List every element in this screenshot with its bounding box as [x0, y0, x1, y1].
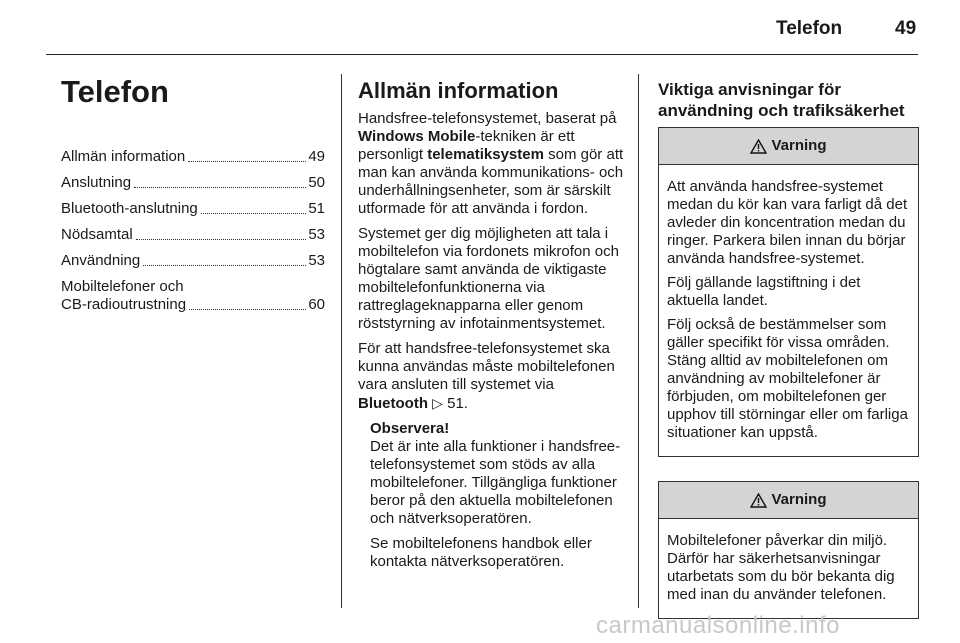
connection-paragraph: För att handsfree-telefonsystemet ska kunna användas måste mobiltelefonen vara ansluten till systemet via Bluetooth ▷ 51.	[358, 340, 615, 412]
toc-page: 53	[308, 252, 325, 269]
toc-leader	[136, 238, 307, 240]
warning-label: Varning	[771, 491, 827, 508]
general-info-column	[358, 74, 624, 578]
toc-entry[interactable]	[61, 226, 325, 244]
warning-paragraph: Att använda handsfree-systemet medan du kör kan vara farligt då det avleder din koncentration medan du ringer. Parkera bilen innan du börjar använda handsfree-systemet.	[667, 178, 908, 267]
warning-triangle-icon	[750, 139, 767, 154]
safety-column	[658, 74, 919, 643]
toc-label: Anslutning	[61, 174, 132, 191]
toc-entry[interactable]	[61, 174, 325, 192]
system-paragraph: Systemet ger dig möjligheten att tala i mobiltelefon via fordonets mikrofon och högtalare samt använda de viktigaste mobiltelefonfunktionerna via rattreglageknapparna eller genom röststyrning av infotainmentsystemet.	[358, 225, 619, 332]
column-divider-1	[341, 74, 342, 608]
warning-box	[658, 127, 919, 457]
toc-leader	[201, 212, 307, 214]
warning-triangle-icon	[750, 493, 767, 508]
warning-box	[658, 481, 919, 619]
warning-header	[659, 128, 918, 165]
column-divider-2	[638, 74, 639, 608]
toc-leader	[189, 308, 306, 310]
toc-page: 50	[308, 174, 325, 191]
toc-entry[interactable]	[61, 252, 325, 270]
toc-page: 49	[308, 148, 325, 165]
warning-paragraph: Mobiltelefoner påverkar din miljö. Därför har säkerhetsanvisningar utarbetats som du bör bekanta dig med inan du använder telefonen.	[667, 532, 895, 603]
page-number: 49	[895, 18, 917, 39]
toc-label: Allmän information	[61, 148, 186, 165]
toc-entry[interactable]	[61, 200, 325, 218]
toc-page: 60	[308, 296, 325, 313]
term-bluetooth: Bluetooth	[358, 395, 428, 412]
header-rule	[46, 54, 918, 55]
chapter-title: Telefon	[61, 74, 169, 109]
warning-header	[659, 482, 918, 519]
toc-leader	[134, 186, 306, 188]
warning-paragraph: Följ också de bestämmelser som gäller specifikt för vissa områden. Stäng alltid av mobiltelefonen om användning av mobiltelefoner är förbjuden, om mobiltelefonen ger upphov till störningar eller om farliga situationer kan uppstå.	[667, 316, 908, 441]
page-header-title: Telefon	[776, 18, 843, 39]
note-block	[370, 420, 624, 571]
toc-leader	[143, 264, 306, 266]
watermark: carmanualsonline.info	[596, 612, 840, 639]
page-ref-arrow-icon: ▷	[432, 395, 443, 411]
toc-entry[interactable]	[61, 148, 325, 166]
toc-entry-multiline[interactable]	[61, 278, 325, 314]
toc-label: Nödsamtal	[61, 226, 133, 243]
intro-paragraph: Handsfree-telefonsystemet, baserat på Windows Mobile-tekniken är ett personligt telematiksystem som gör att man kan använda kommunikations- och underhållningsenheter, som är särskilt utformade för att använda i fordon.	[358, 110, 624, 217]
section-title: Allmän information	[358, 78, 559, 103]
note-paragraph: Det är inte alla funktioner i handsfree-telefonsystemet som stöds av alla mobiltelefoner. Tillgängliga funktioner beror på den aktuella mobiltelefonen och nätverksoperatören.	[370, 438, 621, 527]
term-telematics: telematiksystem	[427, 146, 544, 163]
toc-leader	[188, 160, 306, 162]
warning-paragraph: Följ gällande lagstiftning i det aktuella landet.	[667, 274, 861, 309]
toc-page: 51	[308, 200, 325, 217]
toc-label: CB-radioutrustning	[61, 296, 187, 313]
warning-body	[659, 165, 918, 456]
note-title: Observera!	[370, 420, 450, 437]
toc-label: Användning	[61, 252, 141, 269]
page-reference[interactable]: 51.	[447, 395, 468, 412]
section-title: Viktiga anvisningar för användning och trafiksäkerhet	[658, 80, 905, 120]
warning-label: Varning	[771, 137, 827, 154]
toc-label-line1: Mobiltelefoner och	[61, 278, 184, 295]
toc-page: 53	[308, 226, 325, 243]
warning-body	[659, 519, 918, 618]
note-paragraph: Se mobiltelefonens handbok eller kontakta nätverksoperatören.	[370, 535, 592, 570]
toc-column	[61, 74, 325, 322]
term-windows-mobile: Windows Mobile	[358, 128, 476, 145]
toc-label: Bluetooth-anslutning	[61, 200, 198, 217]
